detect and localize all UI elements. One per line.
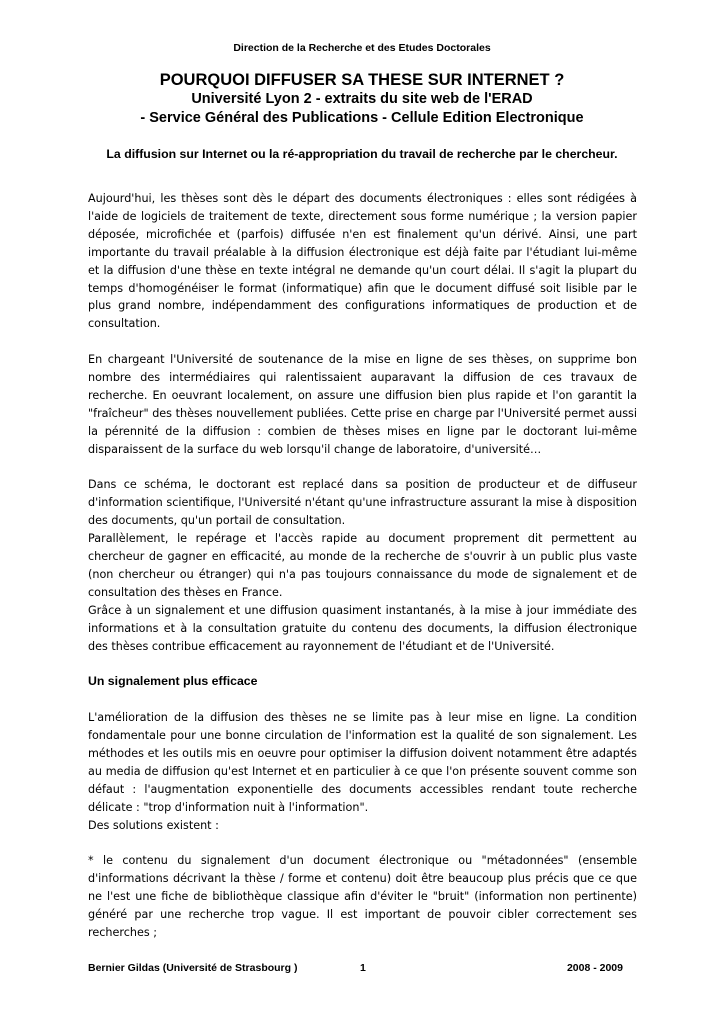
paragraph-gap bbox=[88, 459, 637, 477]
paragraph: L'amélioration de la diffusion des thèses ne se limite pas à leur mise en ligne. La condition fondamentale pour une bonne circulation de l'information est la qualité de son signalement. Les méthodes et les outils mis en oeuvre pour optimiser la diffusion doivent notamment être adaptés au media de diffusion qu'est Internet et en particulier à ce que l'on présente souvent comme son défaut : l'augmentation exponentielle des documents accessibles rendant toute recherche délicate : "trop d'information nuit à l'information". bbox=[88, 711, 637, 814]
paragraph: Grâce à un signalement et une diffusion quasiment instantanés, à la mise à jour immédiate des informations et à la consultation gratuite du contenu des documents, la diffusion électronique des thèses contribue efficacement au rayonnement de l'étudiant et de l'Université. bbox=[88, 603, 637, 653]
body-text bbox=[88, 190, 637, 942]
paragraph-gap bbox=[88, 333, 637, 351]
document-title: POURQUOI DIFFUSER SA THESE SUR INTERNET ? bbox=[159, 71, 565, 89]
footer-author: Bernier Gildas (Université de Strasbourg ) bbox=[88, 962, 298, 974]
paragraph: Des solutions existent : bbox=[88, 818, 219, 832]
page-footer bbox=[88, 962, 637, 978]
footer-years: 2008 - 2009 bbox=[566, 962, 623, 974]
footer-page-number: 1 bbox=[360, 962, 366, 974]
page-header: Direction de la Recherche et des Etudes Doctorales bbox=[233, 42, 491, 54]
intro-heading: La diffusion sur Internet ou la ré-appropriation du travail de recherche par le chercheur. bbox=[106, 147, 618, 161]
paragraph: * le contenu du signalement d'un document électronique ou "métadonnées" (ensemble d'informations décrivant la thèse / forme et contenu) doit être beaucoup plus précis que ce que ne l'est une fiche de bibliothèque classique afin d'éviter le "bruit" (information non pertinente) généré par une recherche trop vague. Il est important de pouvoir cibler correctement ses recherches ; bbox=[88, 854, 637, 940]
paragraph-gap bbox=[88, 656, 637, 674]
paragraph: Parallèlement, le repérage et l'accès rapide au document proprement dit permettent au chercheur de gagner en efficacité, au monde de la recherche de s'ouvrir à un public plus vaste (non chercheur ou étranger) qui n'a pas toujours connaissance du mode de signalement et de consultation des thèses en France. bbox=[88, 532, 637, 599]
section-heading: Un signalement plus efficace bbox=[88, 674, 258, 689]
paragraph: Aujourd'hui, les thèses sont dès le départ des documents électroniques : elles sont rédigées à l'aide de logiciels de traitement de texte, directement sous forme numérique ; la version papier déposée, microfichée et (parfois) diffusée n'en est finalement qu'un dérivé. Ainsi, une part importante du travail préalable à la diffusion électronique est déjà faite par l'étudiant lui-même et la diffusion d'une thèse en texte intégral ne demande qu'un court délai. Il s'agit la plupart du temps d'homogénéiser le format (informatique) afin que le document diffusé soit lisible par le plus grand nombre, indépendamment des configurations informatiques de production et de consultation. bbox=[88, 192, 637, 331]
paragraph-gap bbox=[88, 691, 637, 709]
paragraph: Dans ce schéma, le doctorant est replacé dans sa position de producteur et de diffuseur d'information scientifique, l'Université n'étant qu'une infrastructure assurant la mise à disposition des documents, qu'un portail de consultation. bbox=[88, 478, 637, 528]
paragraph: En chargeant l'Université de soutenance de la mise en ligne de ses thèses, on supprime bon nombre des intermédiaires qui ralentissaient auparavant la diffusion de ces travaux de recherche. En oeuvrant localement, on assure une diffusion bien plus rapide et l'on garantit la "fraîcheur" des thèses nouvellement publiées. Cette prise en charge par l'Université permet aussi la pérennité de la diffusion : combien de thèses mises en ligne par le doctorant lui-même disparaissent de la surface du web lorsqu'il change de laboratoire, d'université… bbox=[88, 353, 637, 456]
document-subtitle-source: Université Lyon 2 - extraits du site web de l'ERAD bbox=[191, 91, 533, 107]
title-block bbox=[60, 70, 664, 128]
paragraph-gap bbox=[88, 835, 637, 853]
document-subtitle-service: - Service Général des Publications - Cellule Edition Electronique bbox=[140, 110, 584, 126]
